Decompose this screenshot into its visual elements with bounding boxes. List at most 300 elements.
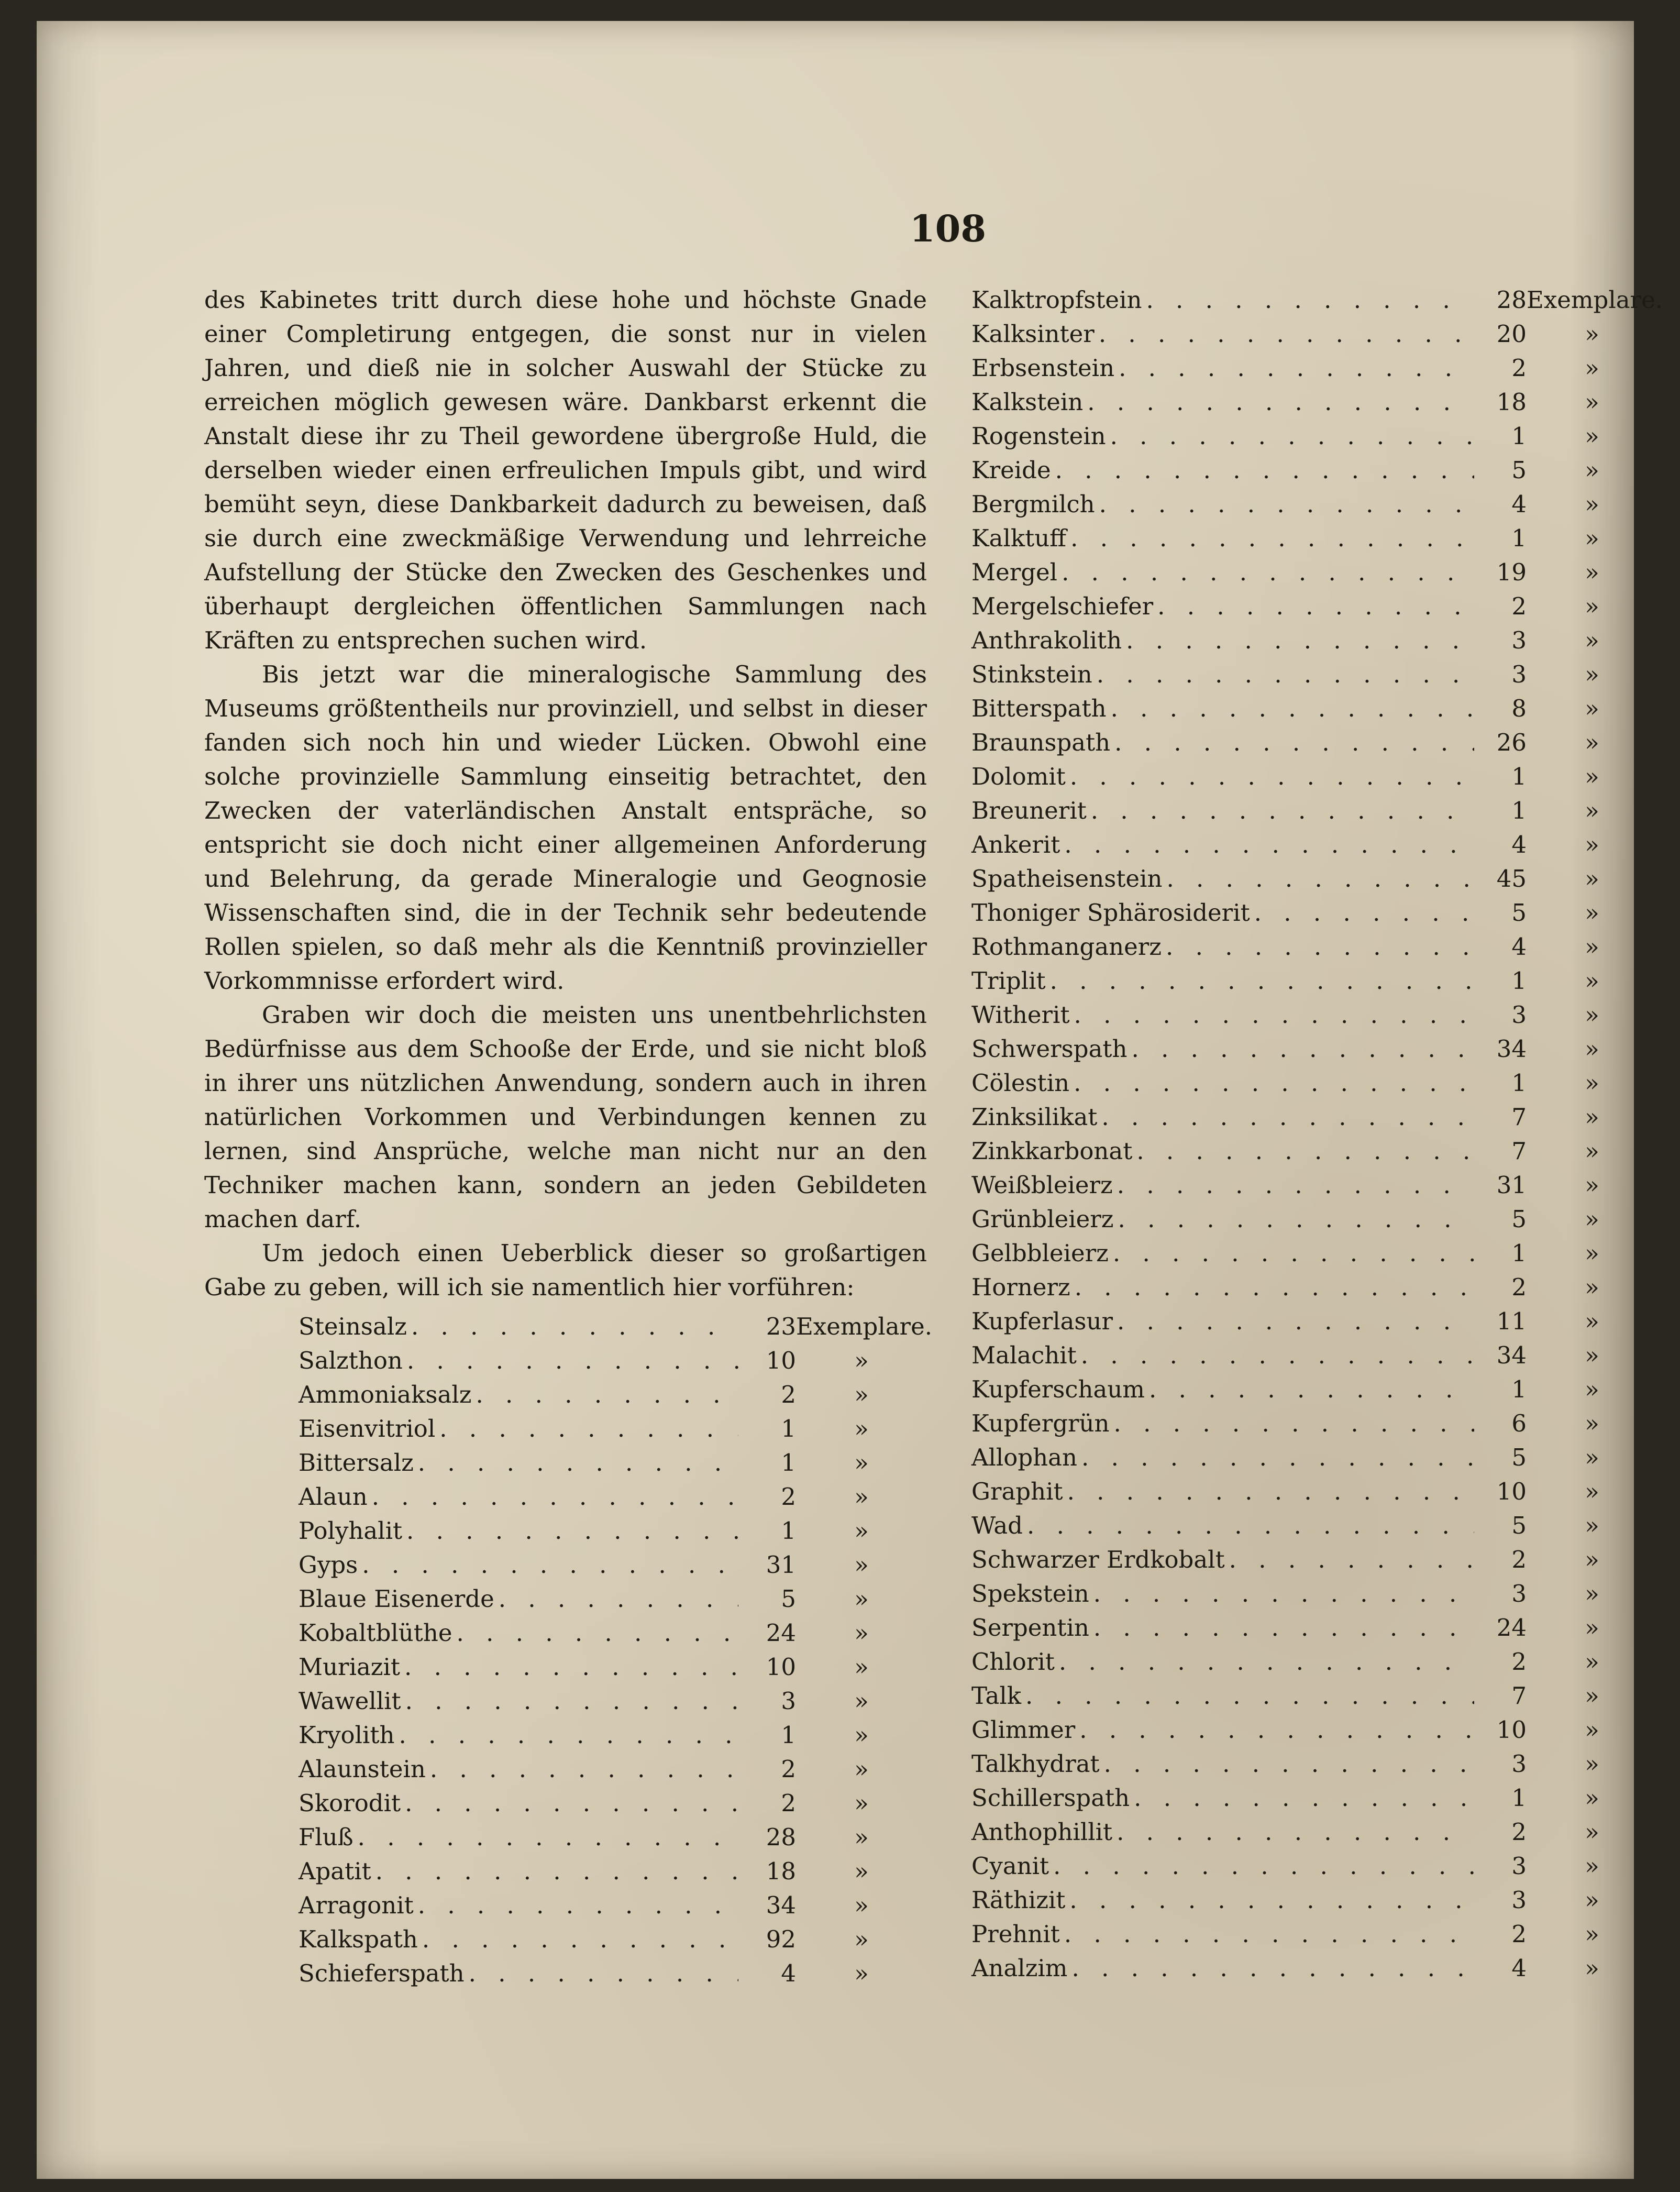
list-item — [971, 283, 1663, 317]
mineral-name: Triplit — [971, 967, 1046, 995]
list-item — [971, 487, 1657, 521]
count-unit: » — [1585, 1716, 1599, 1744]
count-unit: » — [1585, 1239, 1599, 1267]
mineral-name: Serpentin — [971, 1614, 1089, 1642]
mineral-name: Prehnit — [971, 1920, 1060, 1948]
list-item — [299, 1684, 927, 1718]
list-item — [971, 964, 1657, 998]
list-item — [299, 1956, 927, 1990]
specimen-count: 7 — [1511, 1682, 1527, 1710]
leader-dots — [1118, 1202, 1475, 1236]
specimen-count: 7 — [1511, 1137, 1527, 1165]
mineral-name: Erbsenstein — [971, 354, 1115, 382]
count-unit: » — [1585, 320, 1599, 348]
count-unit: » — [1585, 967, 1599, 995]
specimen-count: 5 — [1511, 1205, 1527, 1233]
count-unit: » — [1585, 1682, 1599, 1710]
mineral-name: Wawellit — [299, 1687, 401, 1715]
leader-dots — [1146, 283, 1474, 317]
leader-dots — [1093, 1611, 1474, 1645]
leader-dots — [1081, 1338, 1474, 1372]
list-item — [971, 1270, 1657, 1304]
list-item — [971, 1883, 1657, 1917]
mineral-name: Arragonit — [299, 1891, 414, 1919]
specimen-count: 3 — [1511, 1580, 1527, 1607]
mineral-list-left — [299, 1309, 933, 1990]
mineral-name: Kupfergrün — [971, 1409, 1110, 1437]
count-unit: » — [1585, 1614, 1599, 1642]
mineral-name: Alaun — [299, 1483, 368, 1511]
mineral-name: Kalkspath — [299, 1925, 418, 1953]
mineral-name: Schieferspath — [299, 1959, 465, 1987]
mineral-name: Muriazit — [299, 1653, 400, 1681]
mineral-name: Blaue Eisenerde — [299, 1585, 494, 1613]
list-item — [971, 1679, 1657, 1713]
count-unit: » — [1585, 831, 1599, 858]
leader-dots — [476, 1378, 738, 1412]
specimen-count: 2 — [1511, 1648, 1527, 1676]
leader-dots — [1097, 657, 1474, 691]
page-number: 108 — [909, 207, 987, 250]
mineral-name: Kalksinter — [971, 320, 1095, 348]
leader-dots — [1136, 1134, 1474, 1168]
mineral-name: Witherit — [971, 1001, 1070, 1029]
list-item — [971, 623, 1657, 657]
count-unit: » — [1585, 388, 1599, 416]
paragraph: Bis jetzt war die mineralogische Sammlung des Museums größtentheils nur provinziell, und selbst in dieser fanden sich noch hin und wieder Lücken. Obwohl eine solche provinzielle Sammlung einseitig betrachtet, den Zwecken der vaterländischen Anstalt entspräche, so entspricht sie doch nicht einer allgemeinen Anforderung und Belehrung, da gerade Mineralogie und Geognosie Wissenschaften sind, die in der Technik sehr bedeutende Rollen spielen, so daß mehr als die Kenntniß provinzieller Vorkommnisse erfordert wird. — [204, 660, 927, 995]
specimen-count: 10 — [1496, 1716, 1527, 1744]
leader-dots — [1114, 725, 1474, 759]
specimen-count: 1 — [1511, 524, 1527, 552]
specimen-count: 45 — [1496, 865, 1527, 893]
specimen-count: 20 — [1496, 320, 1527, 348]
mineral-name: Grünbleierz — [971, 1205, 1114, 1233]
count-unit: » — [1585, 695, 1599, 722]
leader-dots — [457, 1616, 739, 1650]
specimen-count: 2 — [1511, 592, 1527, 620]
list-item — [971, 794, 1657, 828]
count-unit: » — [1585, 558, 1599, 586]
mineral-name: Skorodit — [299, 1789, 401, 1817]
mineral-name: Anthophillit — [971, 1818, 1113, 1846]
specimen-count: 4 — [1511, 1954, 1527, 1982]
count-unit: » — [1585, 1171, 1599, 1199]
specimen-count: 19 — [1496, 558, 1527, 586]
list-item — [299, 1480, 927, 1514]
specimen-count: 1 — [1511, 1239, 1527, 1267]
leader-dots — [1104, 1747, 1474, 1781]
specimen-count: 2 — [1511, 1546, 1527, 1573]
list-item — [971, 759, 1657, 794]
count-unit: » — [1585, 1341, 1599, 1369]
list-item — [299, 1378, 927, 1412]
count-unit: » — [1585, 1035, 1599, 1063]
specimen-count: 5 — [1511, 1444, 1527, 1471]
list-item — [971, 1951, 1657, 1985]
leader-dots — [1053, 1849, 1474, 1883]
mineral-name: Zinkkarbonat — [971, 1137, 1133, 1165]
mineral-name: Räthizit — [971, 1886, 1066, 1914]
list-item — [971, 589, 1657, 623]
count-unit: » — [1585, 1512, 1599, 1539]
count-unit: » — [1585, 1886, 1599, 1914]
list-item — [971, 1474, 1657, 1508]
leader-dots — [1111, 691, 1474, 725]
leader-dots — [1081, 1440, 1474, 1474]
leader-dots — [1027, 1508, 1474, 1543]
leader-dots — [1062, 555, 1474, 589]
leader-dots — [1113, 1236, 1474, 1270]
list-item — [971, 1543, 1657, 1577]
list-item — [971, 1747, 1657, 1781]
mineral-name: Salzthon — [299, 1347, 403, 1374]
list-item — [299, 1412, 927, 1446]
specimen-count: 1 — [1511, 1784, 1527, 1812]
leader-dots — [418, 1446, 738, 1480]
leader-dots — [1074, 1066, 1474, 1100]
mineral-name: Malachit — [971, 1341, 1077, 1369]
list-item — [971, 1781, 1657, 1815]
mineral-name: Dolomit — [971, 763, 1066, 790]
mineral-name: Schillerspath — [971, 1784, 1130, 1812]
leader-dots — [1134, 1781, 1474, 1815]
count-unit: » — [854, 1619, 869, 1647]
leader-dots — [1099, 317, 1474, 351]
count-unit: » — [1585, 1103, 1599, 1131]
count-unit: » — [1585, 1954, 1599, 1982]
mineral-name: Graphit — [971, 1478, 1063, 1505]
list-item — [971, 1168, 1657, 1202]
specimen-count: 1 — [1511, 763, 1527, 790]
list-item — [299, 1446, 927, 1480]
mineral-name: Kalktropfstein — [971, 286, 1142, 314]
specimen-count: 5 — [1511, 899, 1527, 927]
list-item — [971, 1134, 1657, 1168]
leader-dots — [372, 1480, 738, 1514]
leader-dots — [439, 1412, 738, 1446]
count-unit: » — [1585, 1580, 1599, 1607]
list-item — [971, 1440, 1657, 1474]
leader-dots — [1064, 1917, 1474, 1951]
mineral-list-right — [971, 283, 1663, 1985]
list-item — [971, 555, 1657, 589]
list-item — [971, 1713, 1657, 1747]
list-item — [971, 1338, 1657, 1372]
specimen-count: 4 — [1511, 490, 1527, 518]
count-unit: » — [1585, 1375, 1599, 1403]
specimen-count: 3 — [781, 1687, 796, 1715]
mineral-name: Rogenstein — [971, 422, 1106, 450]
leader-dots — [499, 1582, 738, 1616]
leader-dots — [1254, 896, 1474, 930]
count-unit: » — [854, 1925, 869, 1953]
mineral-name: Bitterspath — [971, 695, 1107, 722]
specimen-count: 10 — [766, 1347, 796, 1374]
mineral-name: Wad — [971, 1512, 1023, 1539]
leader-dots — [1166, 862, 1474, 896]
list-item — [971, 1304, 1657, 1338]
count-unit: » — [854, 1347, 869, 1374]
mineral-name: Breunerit — [971, 797, 1087, 824]
mineral-name: Hornerz — [971, 1273, 1070, 1301]
list-item — [971, 1508, 1657, 1543]
mineral-name: Kalkstein — [971, 388, 1084, 416]
mineral-name: Alaunstein — [299, 1755, 426, 1783]
count-unit: » — [1585, 763, 1599, 790]
specimen-count: 26 — [1496, 729, 1527, 756]
count-unit: » — [854, 1721, 869, 1749]
leader-dots — [1114, 1406, 1475, 1440]
leader-dots — [1055, 453, 1474, 487]
specimen-count: 34 — [1496, 1341, 1527, 1369]
mineral-name: Fluß — [299, 1823, 353, 1851]
leader-dots — [1229, 1543, 1474, 1577]
leader-dots — [1059, 1645, 1474, 1679]
specimen-count: 10 — [766, 1653, 796, 1681]
count-unit: » — [1585, 524, 1599, 552]
list-item — [971, 1066, 1657, 1100]
count-unit: Exemplare. — [796, 1313, 933, 1340]
count-unit: » — [1585, 729, 1599, 756]
mineral-name: Kreide — [971, 456, 1051, 484]
specimen-count: 11 — [1496, 1307, 1527, 1335]
list-item — [299, 1616, 927, 1650]
specimen-count: 10 — [1496, 1478, 1527, 1505]
list-item — [971, 1100, 1657, 1134]
count-unit: » — [854, 1823, 869, 1851]
mineral-name: Bittersalz — [299, 1449, 414, 1477]
mineral-name: Mergel — [971, 558, 1058, 586]
leader-dots — [1075, 1270, 1474, 1304]
count-unit: » — [1585, 865, 1599, 893]
count-unit: » — [1585, 1069, 1599, 1097]
list-item — [971, 896, 1657, 930]
specimen-count: 2 — [1511, 1920, 1527, 1948]
count-unit: » — [1585, 1852, 1599, 1880]
mineral-name: Schwerspath — [971, 1035, 1128, 1063]
count-unit: » — [854, 1959, 869, 1987]
mineral-name: Talk — [971, 1682, 1022, 1710]
list-item — [299, 1514, 927, 1548]
specimen-count: 24 — [766, 1619, 796, 1647]
list-item — [299, 1820, 927, 1854]
count-unit: » — [854, 1483, 869, 1511]
leader-dots — [1079, 1713, 1474, 1747]
leader-dots — [405, 1786, 738, 1820]
count-unit: » — [1585, 660, 1599, 688]
mineral-name: Gelbbleierz — [971, 1239, 1109, 1267]
leader-dots — [1119, 351, 1474, 385]
count-unit: » — [1585, 1478, 1599, 1505]
mineral-name: Schwarzer Erdkobalt — [971, 1546, 1225, 1573]
count-unit: » — [854, 1755, 869, 1783]
mineral-name: Kryolith — [299, 1721, 395, 1749]
leader-dots — [407, 1343, 738, 1378]
specimen-count: 31 — [1496, 1171, 1527, 1199]
leader-dots — [1117, 1304, 1474, 1338]
specimen-count: 4 — [1511, 831, 1527, 858]
list-item — [299, 1309, 933, 1343]
specimen-count: 8 — [1511, 695, 1527, 722]
list-item — [971, 998, 1657, 1032]
list-item — [971, 1372, 1657, 1406]
list-item — [299, 1718, 927, 1752]
mineral-name: Kalktuff — [971, 524, 1067, 552]
mineral-name: Chlorit — [971, 1648, 1055, 1676]
specimen-count: 1 — [781, 1415, 796, 1442]
specimen-count: 34 — [766, 1891, 796, 1919]
leader-dots — [1101, 1100, 1474, 1134]
specimen-count: 3 — [1511, 1886, 1527, 1914]
count-unit: » — [1585, 1409, 1599, 1437]
count-unit: » — [1585, 1648, 1599, 1676]
count-unit: » — [1585, 933, 1599, 961]
leader-dots — [358, 1820, 738, 1854]
list-item — [971, 930, 1657, 964]
leader-dots — [1110, 419, 1474, 453]
leader-dots — [1070, 759, 1474, 794]
specimen-count: 1 — [1511, 1069, 1527, 1097]
specimen-count: 6 — [1511, 1409, 1527, 1437]
leader-dots — [1064, 828, 1474, 862]
count-unit: » — [1585, 1001, 1599, 1029]
count-unit: » — [854, 1415, 869, 1442]
specimen-count: 1 — [1511, 1375, 1527, 1403]
count-unit: » — [1585, 1273, 1599, 1301]
list-item — [299, 1343, 927, 1378]
count-unit: » — [1585, 1137, 1599, 1165]
mineral-name: Mergelschiefer — [971, 592, 1154, 620]
count-unit: » — [854, 1449, 869, 1477]
count-unit: » — [854, 1653, 869, 1681]
specimen-count: 1 — [1511, 797, 1527, 824]
mineral-name: Stinkstein — [971, 660, 1092, 688]
count-unit: » — [854, 1789, 869, 1817]
specimen-count: 2 — [781, 1789, 796, 1817]
count-unit: » — [1585, 1920, 1599, 1948]
list-item — [299, 1752, 927, 1786]
specimen-count: 1 — [781, 1517, 796, 1545]
list-item — [299, 1548, 927, 1582]
leader-dots — [1157, 589, 1474, 623]
leader-dots — [1091, 794, 1474, 828]
leader-dots — [469, 1956, 738, 1990]
count-unit: » — [854, 1585, 869, 1613]
count-unit: » — [854, 1381, 869, 1408]
mineral-name: Glimmer — [971, 1716, 1076, 1744]
mineral-name: Talkhydrat — [971, 1750, 1100, 1778]
mineral-name: Cölestin — [971, 1069, 1070, 1097]
specimen-count: 23 — [766, 1313, 796, 1340]
list-item — [971, 691, 1657, 725]
leader-dots — [1067, 1474, 1474, 1508]
specimen-count: 2 — [781, 1381, 796, 1408]
scanned-page — [37, 21, 1663, 2179]
list-item — [971, 1202, 1657, 1236]
leader-dots — [1131, 1032, 1474, 1066]
leader-dots — [1099, 487, 1474, 521]
mineral-name: Steinsalz — [299, 1313, 407, 1340]
count-unit: » — [1585, 1750, 1599, 1778]
leader-dots — [375, 1854, 738, 1888]
specimen-count: 18 — [1496, 388, 1527, 416]
count-unit: » — [1585, 1784, 1599, 1812]
leader-dots — [1149, 1372, 1474, 1406]
leader-dots — [1050, 964, 1474, 998]
mineral-name: Allophan — [971, 1444, 1077, 1471]
specimen-count: 24 — [1496, 1614, 1527, 1642]
leader-dots — [430, 1752, 738, 1786]
list-item — [971, 725, 1657, 759]
count-unit: » — [1585, 592, 1599, 620]
paragraph: Um jedoch einen Ueberblick dieser so großartigen Gabe zu geben, will ich sie namentlich hier vorführen: — [204, 1239, 927, 1301]
mineral-name: Anthrakolith — [971, 626, 1122, 654]
list-item — [299, 1922, 927, 1956]
specimen-count: 2 — [781, 1483, 796, 1511]
leader-dots — [1087, 385, 1474, 419]
count-unit: » — [1585, 354, 1599, 382]
list-item — [299, 1786, 927, 1820]
mineral-name: Kupferlasur — [971, 1307, 1113, 1335]
count-unit: » — [1585, 626, 1599, 654]
leader-dots — [1071, 1951, 1474, 1985]
list-item — [971, 1815, 1657, 1849]
list-item — [299, 1854, 927, 1888]
specimen-count: 31 — [766, 1551, 796, 1579]
mineral-name: Zinksilikat — [971, 1103, 1098, 1131]
list-item — [971, 1406, 1657, 1440]
body-text — [204, 283, 927, 1304]
leader-dots — [418, 1888, 738, 1922]
list-item — [971, 657, 1657, 691]
leader-dots — [404, 1650, 738, 1684]
list-item — [971, 1917, 1657, 1951]
list-item — [971, 862, 1657, 896]
count-unit: » — [1585, 422, 1599, 450]
leader-dots — [422, 1922, 738, 1956]
leader-dots — [1025, 1679, 1474, 1713]
mineral-name: Polyhalit — [299, 1517, 403, 1545]
count-unit: » — [854, 1551, 869, 1579]
count-unit: » — [1585, 1546, 1599, 1573]
specimen-count: 2 — [1511, 1818, 1527, 1846]
leader-dots — [1117, 1815, 1474, 1849]
list-item — [971, 1849, 1657, 1883]
mineral-name: Braunspath — [971, 729, 1111, 756]
list-item — [971, 1236, 1657, 1270]
specimen-count: 1 — [781, 1449, 796, 1477]
specimen-count: 3 — [1511, 1750, 1527, 1778]
count-unit: » — [1585, 1444, 1599, 1471]
list-item — [971, 1645, 1657, 1679]
mineral-name: Analzim — [971, 1954, 1068, 1982]
leader-dots — [399, 1718, 739, 1752]
specimen-count: 1 — [1511, 967, 1527, 995]
count-unit: Exemplare. — [1527, 286, 1663, 314]
mineral-name: Thoniger Sphärosiderit — [971, 899, 1250, 927]
specimen-count: 5 — [1511, 456, 1527, 484]
leader-dots — [1093, 1577, 1474, 1611]
list-item — [299, 1650, 927, 1684]
specimen-count: 1 — [1511, 422, 1527, 450]
mineral-name: Cyanit — [971, 1852, 1049, 1880]
list-item — [299, 1888, 927, 1922]
mineral-name: Kobaltblüthe — [299, 1619, 452, 1647]
paragraph: Graben wir doch die meisten uns unentbehrlichsten Bedürfnisse aus dem Schooße der Erde, und sie nicht bloß in ihrer uns nützlichen Anwendung, sondern auch in ihren natürlichen Vorkommen und Verbindungen kennen zu lernen, sind Ansprüche, welche man nicht nur an den Techniker machen kann, sondern an jeden Gebildeten machen darf. — [204, 1001, 927, 1233]
count-unit: » — [1585, 490, 1599, 518]
mineral-name: Ankerit — [971, 831, 1060, 858]
list-item — [971, 317, 1657, 351]
